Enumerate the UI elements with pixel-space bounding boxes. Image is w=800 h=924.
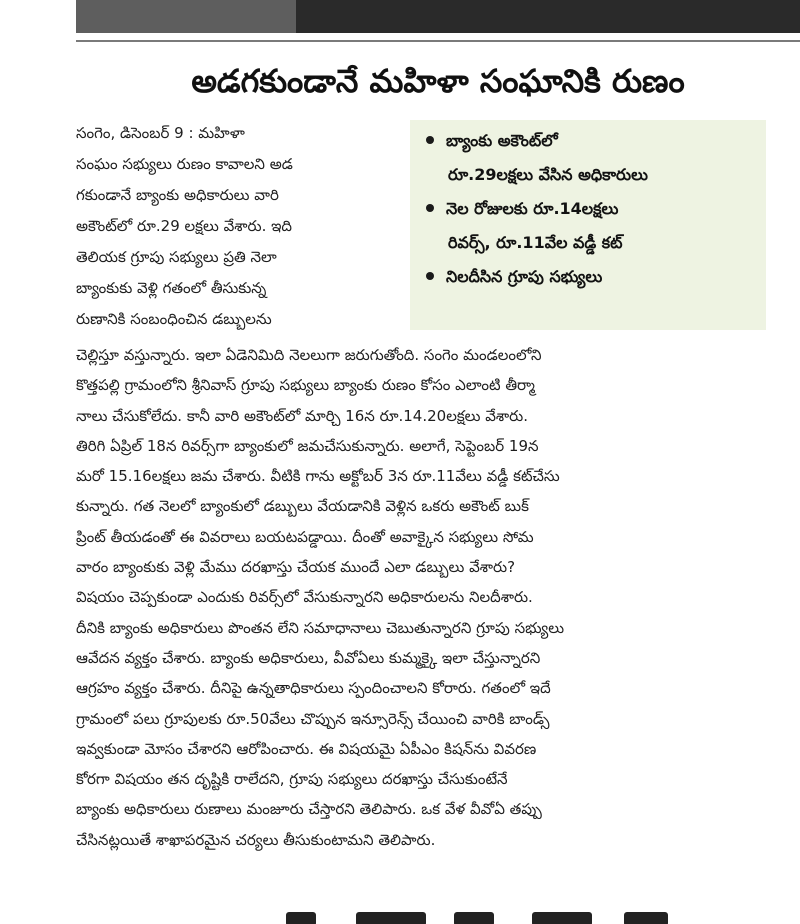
body-line: చేసినట్లయితే శాఖాపరమైన చర్యలు తీసుకుంటామని తెలిపారు. [76,830,436,849]
body-line: ఆవేదన వ్యక్తం చేశారు. బ్యాంకు అధికారులు, వీవోఏలు కుమ్మక్కై ఇలా చేస్తున్నారని [76,648,541,667]
body-line: తిరిగి ఏప్రిల్ 18న రివర్స్‌గా బ్యాంకులో జమచేసుకున్నారు. అలాగే, సెప్టెంబర్ 19న [76,436,539,455]
body-line: ఇవ్వకుండా మోసం చేశారని ఆరోపించారు. ఈ విషయమై ఏపీఎం కిషన్‌ను వివరణ [76,739,537,758]
top-divider-rule [76,40,800,42]
lead-line: రుణానికి సంబంధించిన డబ్బులను [76,310,272,328]
body-line: మరో 15.16లక్షలు జమ చేశారు. వీటికి గాను అక్టోబర్ 3న రూ.11వేలు వడ్డీ కట్‌చేసు [76,467,560,486]
highlight-item [426,260,756,294]
article-headline: అడగకుండానే మహిళా సంఘానికి రుణం [191,62,685,100]
top-banner-dark-segment [296,0,800,33]
highlight-text: నిలదీసిన గ్రూపు సభ్యులు [446,267,603,286]
highlight-text: బ్యాంకు అకౌంట్‌లో [446,131,558,150]
body-line: ప్రింట్ తీయడంతో ఈ వివరాలు బయటపడ్డాయి. దీంతో అవాక్కైన సభ్యులు సోమ [76,527,534,546]
body-line: వారం బ్యాంకుకు వెళ్లి మేము దరఖాస్తు చేయక ముందే ఎలా డబ్బులు వేశారు? [76,558,516,577]
bullet-icon [426,136,434,144]
body-line: ఆగ్రహం వ్యక్తం చేశారు. దీనిపై ఉన్నతాధికారులు స్పందించాలని కోరారు. గతంలో ఇదే [76,679,551,698]
lead-line: అకౌంట్‌లో రూ.29 లక్షలు వేశారు. ఇది [76,217,293,235]
body-line: దీనికి బ్యాంకు అధికారులు పొంతన లేని సమాధానాలు చెబుతున్నారని గ్రూపు సభ్యులు [76,618,565,637]
lead-line: సంగెం, డిసెంబర్ 9 : మహిళా [76,124,245,142]
highlight-text: నెల రోజులకు రూ.14లక్షలు [446,199,619,218]
highlight-item-continuation [426,226,756,260]
body-line: నాలు చేసుకోలేదు. కానీ వారి అకౌంట్‌లో మార్చి 16న రూ.14.20లక్షలు వేశారు. [76,406,528,425]
cutoff-glyph [286,912,316,924]
cutoff-glyph [532,912,592,924]
cutoff-glyph [356,912,426,924]
cutoff-glyph [454,912,494,924]
body-line: కొత్తపల్లి గ్రామంలోని శ్రీనివాస్ గ్రూపు సభ్యులు బ్యాంకు రుణం కోసం ఎలాంటి తీర్మా [76,376,535,395]
bullet-icon [426,204,434,212]
highlight-item [426,124,756,158]
lead-line: తెలియక గ్రూపు సభ్యులు ప్రతి నెలా [76,248,277,266]
highlights-box [410,120,766,330]
highlight-item [426,192,756,226]
article-body [76,340,780,855]
highlight-text: రూ.29లక్షలు వేసిన అధికారులు [448,165,648,184]
bullet-icon [426,272,434,280]
body-line: బ్యాంకు అధికారులు రుణాలు మంజూరు చేస్తారని తెలిపారు. ఒక వేళ వీవోఏ తప్పు [76,800,542,819]
lead-line: బ్యాంకుకు వెళ్లి గతంలో తీసుకున్న [76,279,267,297]
highlight-text: రివర్స్, రూ.11వేల వడ్డీ కట్ [448,233,623,252]
body-line: విషయం చెప్పకుండా ఎందుకు రివర్స్‌లో వేసుకున్నారని అధికారులను నిలదీశారు. [76,588,533,607]
lead-line: గకుండానే బ్యాంకు అధికారులు వారి [76,186,279,204]
next-headline-cutoff [76,906,800,924]
body-line: చెల్లిస్తూ వస్తున్నారు. ఇలా ఏడెనిమిది నెలలుగా జరుగుతోంది. సంగెం మండలంలోని [76,346,542,364]
cutoff-glyph [624,912,668,924]
lead-line: సంఘం సభ్యులు రుణం కావాలని అడ [76,155,293,173]
highlight-item-continuation [426,158,756,192]
body-line: కోరగా విషయం తన దృష్టికి రాలేదని, గ్రూపు సభ్యులు దరఖాస్తు చేసుకుంటేనే [76,770,508,789]
body-line: కున్నారు. గత నెలలో బ్యాంకులో డబ్బులు వేయడానికి వెళ్లిన ఒకరు అకౌంట్ బుక్ [76,497,529,516]
body-line: గ్రామంలో పలు గ్రూపులకు రూ.50వేలు చొప్పున ఇన్సూరెన్స్ చేయించి వారికి బాండ్స్ [76,709,550,728]
lead-column [76,118,398,335]
